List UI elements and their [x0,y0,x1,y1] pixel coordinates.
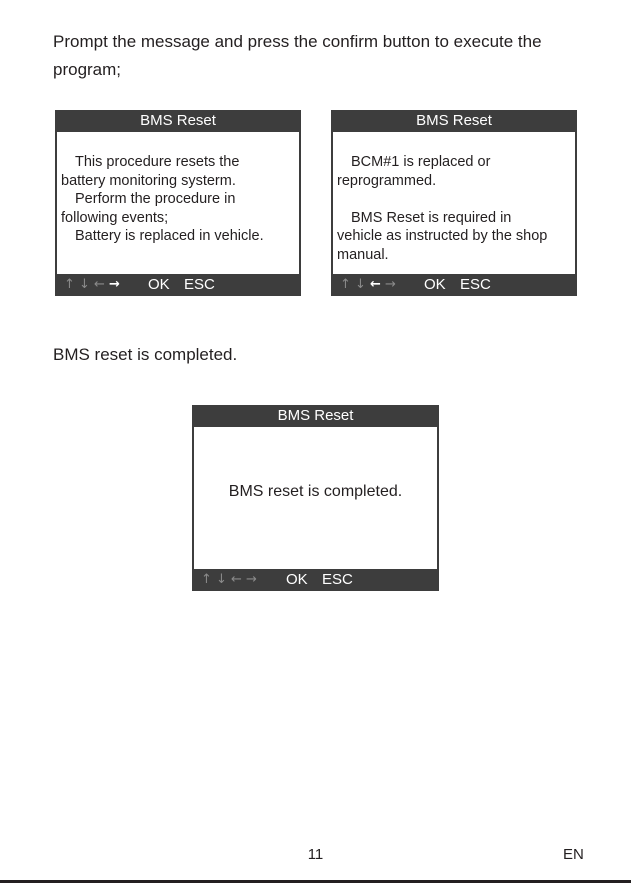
bms-reset-screen-1 [55,110,301,296]
screen-body [194,427,437,569]
left-arrow-icon[interactable]: ← [370,277,383,292]
up-arrow-icon[interactable]: ↑ [64,277,77,292]
page-number: 11 [307,846,324,863]
intro-paragraph [53,28,593,84]
screen-text-line: BCM#1 is replaced or [351,154,491,170]
screen-blank-line [337,190,571,209]
screen-text-line: BMS Reset is required in [351,209,512,226]
screen-footer [192,569,439,591]
right-arrow-icon[interactable]: → [385,277,398,292]
intro-line-2: program; [53,60,122,79]
left-arrow-icon[interactable]: ← [231,572,244,587]
bms-reset-screen-2 [331,110,577,296]
esc-button[interactable]: ESC [184,276,215,293]
left-arrow-icon[interactable]: ← [94,277,107,292]
screen-text-line: Perform the procedure in [75,191,236,207]
screen-text-line: This procedure resets the [75,154,240,170]
screen-title: BMS Reset [277,407,354,424]
ok-button[interactable]: OK [424,276,446,293]
screen-text-line: vehicle as instructed by the shop [337,228,548,244]
screen-body [57,132,299,274]
completed-paragraph: BMS reset is completed. [53,345,238,364]
screen-footer [55,274,301,296]
intro-line-1: Prompt the message and press the confirm button to execute the [53,32,542,51]
screen-text-line: following events; [61,209,169,226]
down-arrow-icon[interactable]: ↓ [216,572,229,587]
screen-text-line: battery monitoring systerm. [61,172,236,189]
arrow-keys [200,569,260,591]
screen-text-line: Battery is replaced in vehicle. [75,228,264,244]
down-arrow-icon[interactable]: ↓ [355,277,368,292]
screen-title: BMS Reset [140,112,216,129]
screen-footer [331,274,577,296]
arrow-keys [339,274,399,296]
esc-button[interactable]: ESC [460,276,491,293]
down-arrow-icon[interactable]: ↓ [79,277,92,292]
up-arrow-icon[interactable]: ↑ [201,572,214,587]
ok-button[interactable]: OK [148,276,170,293]
language-label: EN [563,846,584,863]
screen-title: BMS Reset [416,112,492,129]
screen-text-line: manual. [337,246,389,263]
bms-reset-screen-3 [192,405,439,591]
screen-text-line: reprogrammed. [337,172,437,189]
ok-button[interactable]: OK [286,571,308,588]
arrow-keys [63,274,123,296]
up-arrow-icon[interactable]: ↑ [340,277,353,292]
right-arrow-icon[interactable]: → [246,572,259,587]
right-arrow-icon[interactable]: → [109,277,122,292]
screen-body [333,132,575,274]
screen-message: BMS reset is completed. [228,483,403,500]
esc-button[interactable]: ESC [322,571,353,588]
